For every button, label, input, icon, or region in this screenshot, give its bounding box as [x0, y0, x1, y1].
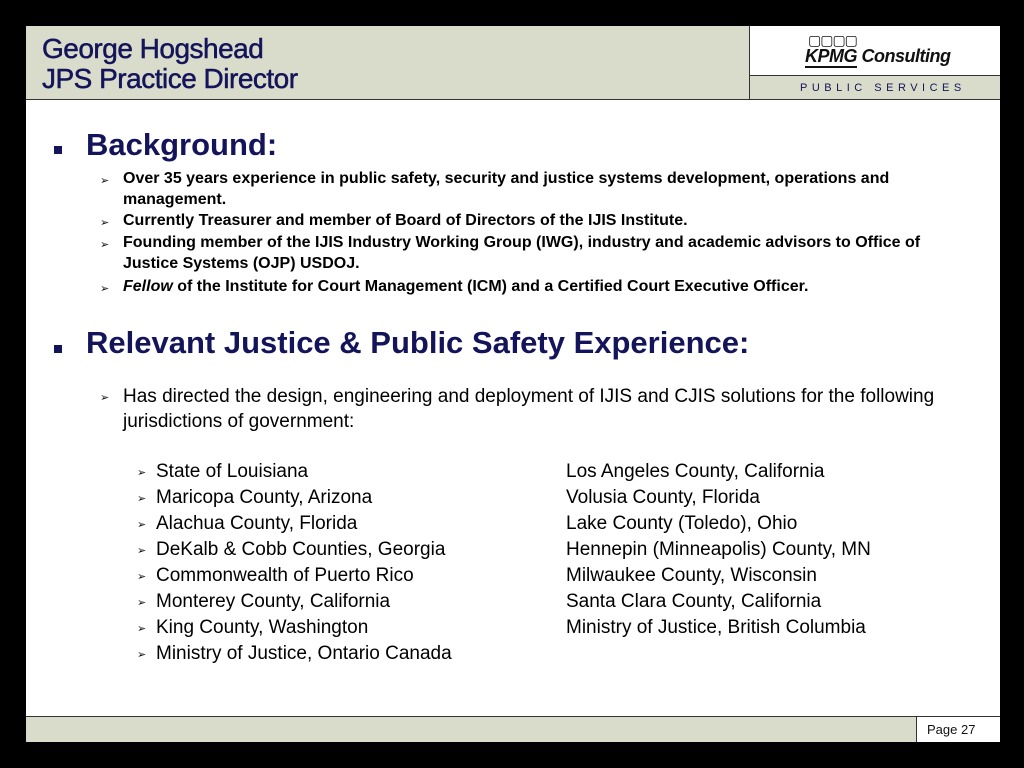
- jurisdiction-item: Milwaukee County, Wisconsin: [566, 565, 817, 586]
- company-logo: [750, 26, 1000, 76]
- arrow-bullet-icon: ➢: [137, 597, 147, 609]
- page-number-box: [916, 716, 1000, 742]
- arrow-bullet-icon: ➢: [100, 217, 110, 229]
- logo-mark-icon: ▢▢▢▢: [808, 32, 857, 48]
- section-heading-background: Background:: [86, 127, 278, 162]
- jurisdiction-item: Commonwealth of Puerto Rico: [156, 565, 414, 586]
- jurisdiction-item: Lake County (Toledo), Ohio: [566, 513, 798, 534]
- logo-name: KPMG: [805, 46, 857, 66]
- jurisdiction-item: Ministry of Justice, Ontario Canada: [156, 643, 452, 664]
- background-item: Founding member of the IJIS Industry Working Group (IWG), industry and academic advisors to Office of Justice Systems (OJP) USDOJ.: [123, 234, 921, 272]
- bullet-square-icon: [54, 345, 62, 353]
- jurisdiction-item: Volusia County, Florida: [566, 487, 760, 508]
- jurisdiction-item: Monterey County, California: [156, 591, 391, 612]
- logo-suffix: Consulting: [861, 46, 951, 66]
- arrow-bullet-icon: ➢: [137, 519, 147, 531]
- arrow-bullet-icon: ➢: [137, 623, 147, 635]
- jurisdiction-item: Hennepin (Minneapolis) County, MN: [566, 539, 871, 560]
- division-band: [750, 76, 1000, 100]
- section-heading-experience: Relevant Justice & Public Safety Experience:: [86, 325, 750, 360]
- arrow-bullet-icon: ➢: [137, 493, 147, 505]
- arrow-bullet-icon: ➢: [137, 649, 147, 661]
- footer-band: [26, 716, 1000, 742]
- slide-title-name: George Hogshead: [42, 33, 264, 64]
- logo-text: [805, 46, 951, 67]
- bullet-square-icon: [54, 146, 62, 154]
- arrow-bullet-icon: ➢: [100, 392, 110, 404]
- arrow-bullet-icon: ➢: [137, 467, 147, 479]
- slide: [26, 26, 1000, 742]
- background-item: [123, 276, 923, 297]
- jurisdiction-item: Ministry of Justice, British Columbia: [566, 617, 866, 638]
- jurisdiction-item: Santa Clara County, California: [566, 591, 822, 612]
- arrow-bullet-icon: ➢: [100, 283, 110, 295]
- title-band: [26, 26, 750, 100]
- experience-intro: Has directed the design, engineering and deployment of IJIS and CJIS solutions for the following jurisdictions of government:: [123, 386, 935, 432]
- fellow-text: of the Institute for Court Management (ICM) and a Certified Court Executive Officer.: [172, 278, 809, 295]
- jurisdiction-item: State of Louisiana: [156, 461, 309, 482]
- background-item: Currently Treasurer and member of Board of Directors of the IJIS Institute.: [123, 212, 688, 229]
- division-label: PUBLIC SERVICES: [800, 82, 966, 94]
- arrow-bullet-icon: ➢: [100, 239, 110, 251]
- fellow-emphasis: Fellow: [123, 278, 173, 295]
- jurisdiction-item: Alachua County, Florida: [156, 513, 358, 534]
- page-number: Page 27: [927, 722, 976, 737]
- slide-title-role: JPS Practice Director: [42, 63, 298, 94]
- arrow-bullet-icon: ➢: [100, 175, 110, 187]
- jurisdiction-item: Maricopa County, Arizona: [156, 487, 373, 508]
- jurisdiction-item: King County, Washington: [156, 617, 369, 638]
- arrow-bullet-icon: ➢: [137, 571, 147, 583]
- background-item: Over 35 years experience in public safety, security and justice systems development, operations and management.: [123, 170, 890, 208]
- jurisdiction-item: DeKalb & Cobb Counties, Georgia: [156, 539, 446, 560]
- arrow-bullet-icon: ➢: [137, 545, 147, 557]
- jurisdiction-item: Los Angeles County, California: [566, 461, 825, 482]
